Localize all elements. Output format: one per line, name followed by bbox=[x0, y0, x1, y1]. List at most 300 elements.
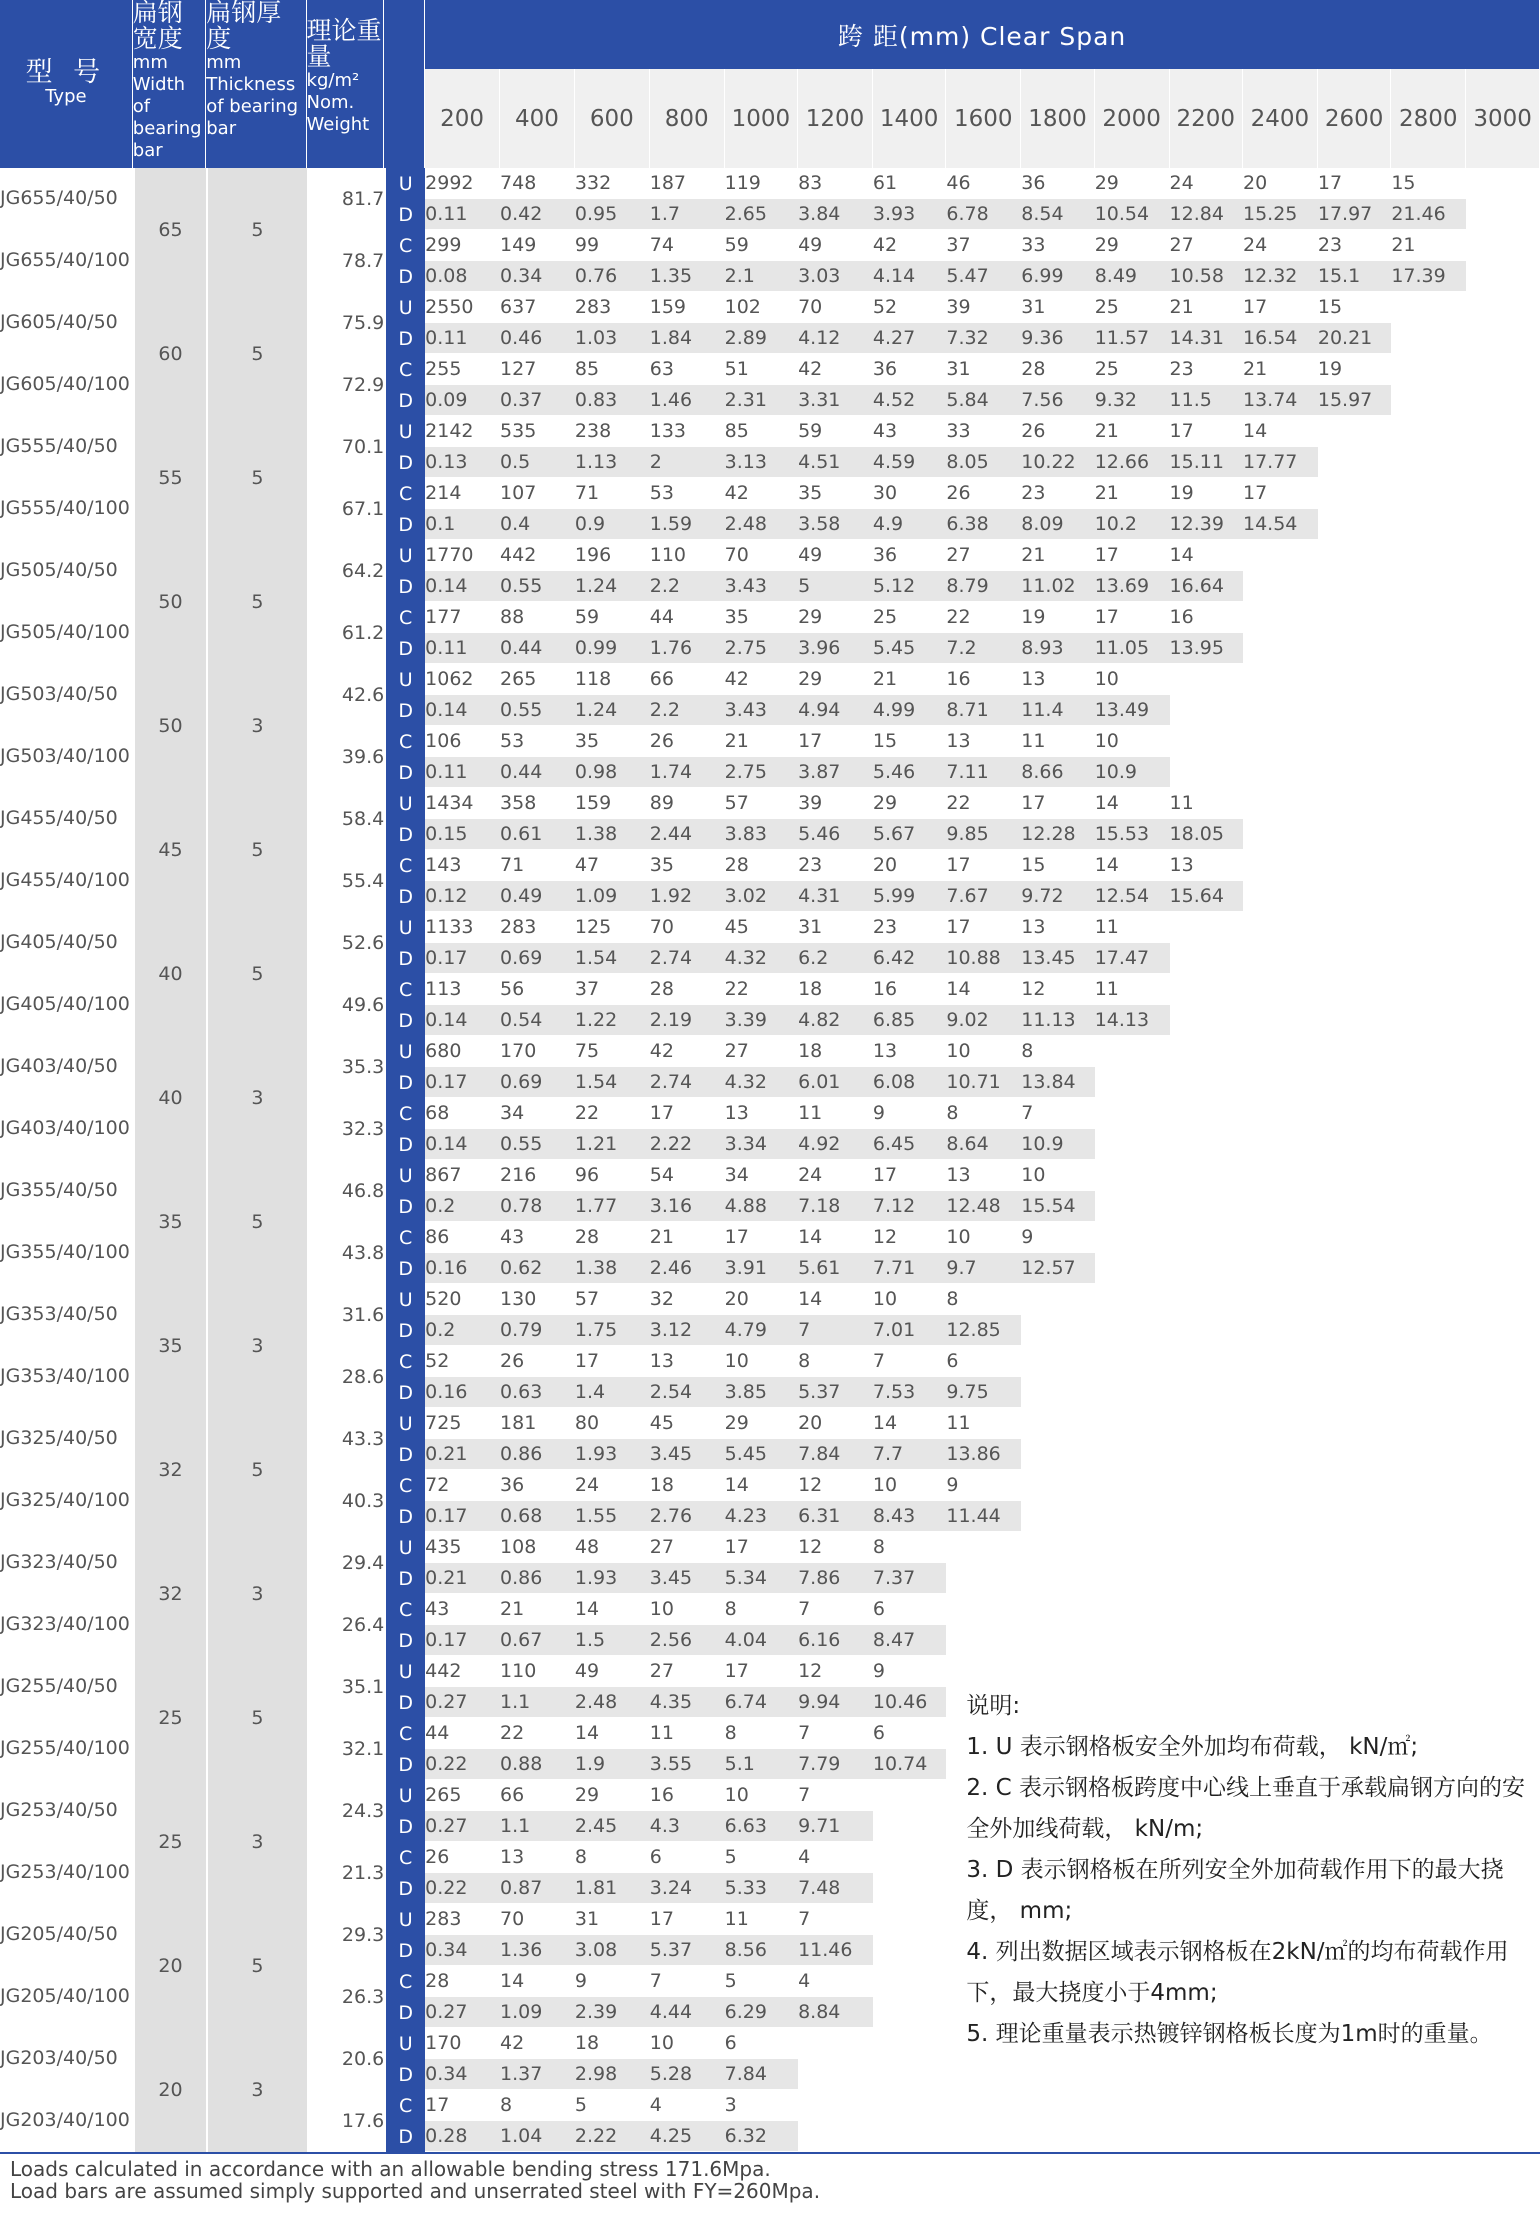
empty-cell bbox=[1466, 726, 1540, 757]
value-cell: 8.66 bbox=[1021, 757, 1094, 788]
empty-cell bbox=[873, 1842, 946, 1873]
value-cell: 3.45 bbox=[650, 1439, 725, 1470]
empty-cell bbox=[1170, 1439, 1243, 1470]
value-cell: 59 bbox=[725, 230, 798, 261]
value-cell: 8 bbox=[946, 1284, 1021, 1315]
empty-cell bbox=[1466, 633, 1540, 664]
empty-cell bbox=[1318, 478, 1391, 509]
row-label-d: D bbox=[384, 819, 425, 850]
value-cell: 5.37 bbox=[650, 1935, 725, 1966]
empty-cell bbox=[1391, 850, 1466, 881]
value-cell: 107 bbox=[500, 478, 575, 509]
value-cell: 53 bbox=[500, 726, 575, 757]
value-cell: 15.11 bbox=[1170, 447, 1243, 478]
empty-cell bbox=[1391, 1160, 1466, 1191]
value-cell: 8.79 bbox=[946, 571, 1021, 602]
value-cell: 36 bbox=[500, 1470, 575, 1501]
value-cell: 23 bbox=[873, 912, 946, 943]
empty-cell bbox=[1243, 1222, 1318, 1253]
value-cell: 238 bbox=[575, 416, 650, 447]
value-cell: 28 bbox=[725, 850, 798, 881]
empty-cell bbox=[798, 2090, 873, 2121]
empty-cell bbox=[1318, 1284, 1391, 1315]
value-cell: 6.29 bbox=[725, 1997, 798, 2028]
empty-cell bbox=[1243, 819, 1318, 850]
value-cell: 1.7 bbox=[650, 199, 725, 230]
value-cell: 48 bbox=[575, 1532, 650, 1563]
value-cell: 86 bbox=[425, 1222, 500, 1253]
value-cell: 0.62 bbox=[500, 1253, 575, 1284]
value-cell: 3.91 bbox=[725, 1253, 798, 1284]
value-cell: 5.47 bbox=[946, 261, 1021, 292]
value-cell: 11.57 bbox=[1095, 323, 1170, 354]
empty-cell bbox=[1021, 1439, 1094, 1470]
value-cell: 15.54 bbox=[1021, 1191, 1094, 1222]
row-label-c: C bbox=[384, 1346, 425, 1377]
value-cell: 2.48 bbox=[575, 1687, 650, 1718]
type-cell: JG555/40/50 bbox=[0, 416, 133, 478]
empty-cell bbox=[1391, 1036, 1466, 1067]
empty-cell bbox=[1243, 633, 1318, 664]
value-cell: 10 bbox=[873, 1284, 946, 1315]
value-cell: 15.53 bbox=[1095, 819, 1170, 850]
value-cell: 17 bbox=[1095, 540, 1170, 571]
row-label-c: C bbox=[384, 726, 425, 757]
value-cell: 85 bbox=[575, 354, 650, 385]
value-cell: 0.99 bbox=[575, 633, 650, 664]
footer-line-2: Load bars are assumed simply supported and unserrated steel with FY=260Mpa. bbox=[10, 2179, 821, 2203]
empty-cell bbox=[1170, 1377, 1243, 1408]
value-cell: 13.49 bbox=[1095, 695, 1170, 726]
value-cell: 5 bbox=[575, 2090, 650, 2121]
empty-cell bbox=[1170, 1222, 1243, 1253]
value-cell: 13 bbox=[1021, 912, 1094, 943]
empty-cell bbox=[1318, 726, 1391, 757]
thickness-header-en: mm Thickness of bearing bar bbox=[206, 52, 299, 139]
value-cell: 6.08 bbox=[873, 1067, 946, 1098]
value-cell: 2.31 bbox=[725, 385, 798, 416]
type-cell: JG505/40/100 bbox=[0, 602, 133, 664]
empty-cell bbox=[1318, 881, 1391, 912]
value-cell: 3.58 bbox=[798, 509, 873, 540]
value-cell: 299 bbox=[425, 230, 500, 261]
empty-cell bbox=[1095, 1253, 1170, 1284]
value-cell: 0.15 bbox=[425, 819, 500, 850]
row-label-d: D bbox=[384, 1563, 425, 1594]
span-header-cell: 2800 bbox=[1391, 69, 1466, 168]
empty-cell bbox=[1243, 1067, 1318, 1098]
row-label-d: D bbox=[384, 1997, 425, 2028]
empty-cell bbox=[1318, 1625, 1391, 1656]
value-cell: 8 bbox=[946, 1098, 1021, 1129]
value-cell: 2.65 bbox=[725, 199, 798, 230]
type-cell: JG455/40/100 bbox=[0, 850, 133, 912]
value-cell: 26 bbox=[1021, 416, 1094, 447]
empty-cell bbox=[1243, 1532, 1318, 1563]
value-cell: 47 bbox=[575, 850, 650, 881]
value-cell: 8.54 bbox=[1021, 199, 1094, 230]
width-cell: 35 bbox=[133, 1284, 206, 1408]
row-label-d: D bbox=[384, 447, 425, 478]
value-cell: 20 bbox=[873, 850, 946, 881]
empty-cell bbox=[1318, 1005, 1391, 1036]
value-cell: 31 bbox=[1021, 292, 1094, 323]
empty-cell bbox=[1391, 602, 1466, 633]
value-cell: 31 bbox=[575, 1904, 650, 1935]
empty-cell bbox=[1318, 447, 1391, 478]
value-cell: 1.92 bbox=[650, 881, 725, 912]
value-cell: 159 bbox=[575, 788, 650, 819]
value-cell: 442 bbox=[500, 540, 575, 571]
footer-notes bbox=[10, 2158, 820, 2202]
value-cell: 11.13 bbox=[1021, 1005, 1094, 1036]
value-cell: 102 bbox=[725, 292, 798, 323]
value-cell: 2.44 bbox=[650, 819, 725, 850]
empty-cell bbox=[1391, 292, 1466, 323]
value-cell: 13.69 bbox=[1095, 571, 1170, 602]
empty-cell bbox=[1391, 912, 1466, 943]
value-cell: 0.54 bbox=[500, 1005, 575, 1036]
notes-panel bbox=[946, 1656, 1540, 2152]
value-cell: 75 bbox=[575, 1036, 650, 1067]
value-cell: 10 bbox=[725, 1780, 798, 1811]
width-header-cn: 扁钢宽度 bbox=[132, 0, 183, 53]
value-cell: 8 bbox=[575, 1842, 650, 1873]
empty-cell bbox=[1318, 974, 1391, 1005]
empty-cell bbox=[1318, 819, 1391, 850]
value-cell: 4.12 bbox=[798, 323, 873, 354]
value-cell: 2.45 bbox=[575, 1811, 650, 1842]
value-cell: 16 bbox=[946, 664, 1021, 695]
empty-cell bbox=[1318, 664, 1391, 695]
value-cell: 15 bbox=[1021, 850, 1094, 881]
value-cell: 14 bbox=[798, 1284, 873, 1315]
empty-cell bbox=[1095, 1563, 1170, 1594]
type-cell: JG323/40/100 bbox=[0, 1594, 133, 1656]
value-cell: 8.49 bbox=[1095, 261, 1170, 292]
row-label-d: D bbox=[384, 1625, 425, 1656]
row-label-d: D bbox=[384, 1935, 425, 1966]
value-cell: 11 bbox=[798, 1098, 873, 1129]
empty-cell bbox=[1170, 1625, 1243, 1656]
width-cell: 20 bbox=[133, 2028, 206, 2152]
empty-cell bbox=[1318, 1408, 1391, 1439]
value-cell: 10 bbox=[650, 1594, 725, 1625]
empty-cell bbox=[1021, 1501, 1094, 1532]
value-cell: 0.44 bbox=[500, 633, 575, 664]
value-cell: 5.1 bbox=[725, 1749, 798, 1780]
value-cell: 4.35 bbox=[650, 1687, 725, 1718]
empty-cell bbox=[798, 2028, 873, 2059]
value-cell: 1.03 bbox=[575, 323, 650, 354]
value-cell: 3.43 bbox=[725, 695, 798, 726]
empty-cell bbox=[1466, 1191, 1540, 1222]
empty-cell bbox=[1095, 1532, 1170, 1563]
value-cell: 14 bbox=[575, 1718, 650, 1749]
value-cell: 0.87 bbox=[500, 1873, 575, 1904]
value-cell: 7.32 bbox=[946, 323, 1021, 354]
empty-cell bbox=[1318, 633, 1391, 664]
empty-cell bbox=[1170, 726, 1243, 757]
empty-cell bbox=[1466, 323, 1540, 354]
value-cell: 5 bbox=[798, 571, 873, 602]
type-cell: JG325/40/50 bbox=[0, 1408, 133, 1470]
value-cell: 0.1 bbox=[425, 509, 500, 540]
value-cell: 2.48 bbox=[725, 509, 798, 540]
value-cell: 0.16 bbox=[425, 1253, 500, 1284]
value-cell: 21.46 bbox=[1391, 199, 1466, 230]
value-cell: 4.32 bbox=[725, 1067, 798, 1098]
value-cell: 7.12 bbox=[873, 1191, 946, 1222]
value-cell: 72 bbox=[425, 1470, 500, 1501]
value-cell: 1.93 bbox=[575, 1563, 650, 1594]
value-cell: 0.27 bbox=[425, 1997, 500, 2028]
value-cell: 3.45 bbox=[650, 1563, 725, 1594]
label-header bbox=[384, 0, 425, 168]
value-cell: 16 bbox=[650, 1780, 725, 1811]
empty-cell bbox=[1170, 1036, 1243, 1067]
row-label-d: D bbox=[384, 1315, 425, 1346]
empty-cell bbox=[873, 2121, 946, 2152]
value-cell: 13 bbox=[500, 1842, 575, 1873]
thickness-cell: 3 bbox=[206, 1780, 306, 1904]
thickness-cell: 5 bbox=[206, 1408, 306, 1532]
value-cell: 5 bbox=[725, 1842, 798, 1873]
empty-cell bbox=[1318, 1222, 1391, 1253]
empty-cell bbox=[1391, 1377, 1466, 1408]
weight-cell: 26.4 bbox=[307, 1594, 385, 1656]
empty-cell bbox=[1170, 695, 1243, 726]
type-cell: JG605/40/100 bbox=[0, 354, 133, 416]
value-cell: 56 bbox=[500, 974, 575, 1005]
value-cell: 2.74 bbox=[650, 943, 725, 974]
empty-cell bbox=[1466, 199, 1540, 230]
value-cell: 3.03 bbox=[798, 261, 873, 292]
type-cell: JG355/40/100 bbox=[0, 1222, 133, 1284]
value-cell: 13 bbox=[873, 1036, 946, 1067]
row-label-c: C bbox=[384, 1718, 425, 1749]
empty-cell bbox=[1170, 1253, 1243, 1284]
value-cell: 7 bbox=[798, 1315, 873, 1346]
value-cell: 1.24 bbox=[575, 571, 650, 602]
empty-cell bbox=[1318, 1532, 1391, 1563]
value-cell: 12 bbox=[1021, 974, 1094, 1005]
width-cell: 35 bbox=[133, 1160, 206, 1284]
value-cell: 4.3 bbox=[650, 1811, 725, 1842]
value-cell: 4.27 bbox=[873, 323, 946, 354]
empty-cell bbox=[1466, 974, 1540, 1005]
value-cell: 29 bbox=[798, 664, 873, 695]
value-cell: 177 bbox=[425, 602, 500, 633]
width-cell: 60 bbox=[133, 292, 206, 416]
type-header bbox=[0, 0, 133, 168]
value-cell: 0.28 bbox=[425, 2121, 500, 2152]
empty-cell bbox=[1318, 943, 1391, 974]
empty-cell bbox=[1170, 664, 1243, 695]
value-cell: 1.1 bbox=[500, 1687, 575, 1718]
value-cell: 99 bbox=[575, 230, 650, 261]
row-label-d: D bbox=[384, 385, 425, 416]
empty-cell bbox=[1466, 1036, 1540, 1067]
value-cell: 1.81 bbox=[575, 1873, 650, 1904]
value-cell: 14 bbox=[1095, 850, 1170, 881]
value-cell: 18 bbox=[575, 2028, 650, 2059]
value-cell: 10.54 bbox=[1095, 199, 1170, 230]
empty-cell bbox=[1466, 230, 1540, 261]
value-cell: 1.09 bbox=[500, 1997, 575, 2028]
row-label-c: C bbox=[384, 1098, 425, 1129]
type-cell: JG555/40/100 bbox=[0, 478, 133, 540]
empty-cell bbox=[1391, 540, 1466, 571]
empty-cell bbox=[1095, 1222, 1170, 1253]
row-label-c: C bbox=[384, 2090, 425, 2121]
value-cell: 119 bbox=[725, 168, 798, 199]
value-cell: 3.43 bbox=[725, 571, 798, 602]
value-cell: 0.68 bbox=[500, 1501, 575, 1532]
empty-cell bbox=[1466, 416, 1540, 447]
value-cell: 11.5 bbox=[1170, 385, 1243, 416]
value-cell: 2.39 bbox=[575, 1997, 650, 2028]
empty-cell bbox=[1170, 1067, 1243, 1098]
value-cell: 265 bbox=[500, 664, 575, 695]
empty-cell bbox=[1095, 1098, 1170, 1129]
empty-cell bbox=[1466, 540, 1540, 571]
value-cell: 1.38 bbox=[575, 819, 650, 850]
value-cell: 88 bbox=[500, 602, 575, 633]
empty-cell bbox=[1466, 757, 1540, 788]
value-cell: 6.32 bbox=[725, 2121, 798, 2152]
value-cell: 14 bbox=[798, 1222, 873, 1253]
value-cell: 26 bbox=[500, 1346, 575, 1377]
value-cell: 34 bbox=[500, 1098, 575, 1129]
value-cell: 0.88 bbox=[500, 1749, 575, 1780]
value-cell: 21 bbox=[500, 1594, 575, 1625]
width-cell: 32 bbox=[133, 1408, 206, 1532]
empty-cell bbox=[1391, 1315, 1466, 1346]
width-cell: 40 bbox=[133, 1036, 206, 1160]
value-cell: 22 bbox=[725, 974, 798, 1005]
value-cell: 7 bbox=[873, 1346, 946, 1377]
value-cell: 6 bbox=[650, 1842, 725, 1873]
value-cell: 33 bbox=[1021, 230, 1094, 261]
empty-cell bbox=[1170, 912, 1243, 943]
empty-cell bbox=[1318, 1501, 1391, 1532]
empty-cell bbox=[1466, 1160, 1540, 1191]
empty-cell bbox=[1466, 478, 1540, 509]
value-cell: 17 bbox=[725, 1656, 798, 1687]
type-header-cn: 型 号 bbox=[25, 57, 107, 88]
weight-cell: 58.4 bbox=[307, 788, 385, 850]
value-cell: 520 bbox=[425, 1284, 500, 1315]
empty-cell bbox=[1318, 1563, 1391, 1594]
value-cell: 4.82 bbox=[798, 1005, 873, 1036]
value-cell: 57 bbox=[725, 788, 798, 819]
value-cell: 17.39 bbox=[1391, 261, 1466, 292]
value-cell: 63 bbox=[650, 354, 725, 385]
row-label-c: C bbox=[384, 602, 425, 633]
value-cell: 6.2 bbox=[798, 943, 873, 974]
value-cell: 2.76 bbox=[650, 1501, 725, 1532]
thickness-header bbox=[206, 0, 306, 168]
value-cell: 66 bbox=[650, 664, 725, 695]
empty-cell bbox=[1466, 385, 1540, 416]
value-cell: 216 bbox=[500, 1160, 575, 1191]
empty-cell bbox=[1318, 602, 1391, 633]
row-label-d: D bbox=[384, 633, 425, 664]
width-cell: 20 bbox=[133, 1904, 206, 2028]
table-row bbox=[0, 1160, 1540, 1191]
value-cell: 17 bbox=[575, 1346, 650, 1377]
value-cell: 2 bbox=[650, 447, 725, 478]
type-cell: JG323/40/50 bbox=[0, 1532, 133, 1594]
row-label-d: D bbox=[384, 1005, 425, 1036]
value-cell: 66 bbox=[500, 1780, 575, 1811]
empty-cell bbox=[1391, 1222, 1466, 1253]
empty-cell bbox=[1466, 695, 1540, 726]
value-cell: 9 bbox=[575, 1966, 650, 1997]
value-cell: 14 bbox=[1243, 416, 1318, 447]
value-cell: 1.54 bbox=[575, 1067, 650, 1098]
row-label-d: D bbox=[384, 1439, 425, 1470]
value-cell: 8 bbox=[873, 1532, 946, 1563]
value-cell: 26 bbox=[650, 726, 725, 757]
row-label-u: U bbox=[384, 168, 425, 199]
value-cell: 25 bbox=[1095, 354, 1170, 385]
value-cell: 49 bbox=[798, 230, 873, 261]
value-cell: 29 bbox=[575, 1780, 650, 1811]
table-row bbox=[0, 292, 1540, 323]
row-label-c: C bbox=[384, 1842, 425, 1873]
span-header-cell: 3000 bbox=[1466, 69, 1540, 168]
empty-cell bbox=[1466, 1253, 1540, 1284]
value-cell: 14.13 bbox=[1095, 1005, 1170, 1036]
span-header-cell: 1400 bbox=[873, 69, 946, 168]
value-cell: 80 bbox=[575, 1408, 650, 1439]
value-cell: 0.2 bbox=[425, 1191, 500, 1222]
value-cell: 4.44 bbox=[650, 1997, 725, 2028]
table-row bbox=[0, 912, 1540, 943]
value-cell: 7.18 bbox=[798, 1191, 873, 1222]
row-label-c: C bbox=[384, 1594, 425, 1625]
value-cell: 30 bbox=[873, 478, 946, 509]
value-cell: 0.61 bbox=[500, 819, 575, 850]
value-cell: 11.05 bbox=[1095, 633, 1170, 664]
value-cell: 19 bbox=[1021, 602, 1094, 633]
type-cell: JG405/40/100 bbox=[0, 974, 133, 1036]
empty-cell bbox=[1095, 1284, 1170, 1315]
empty-cell bbox=[1170, 1129, 1243, 1160]
width-cell: 65 bbox=[133, 168, 206, 292]
value-cell: 20.21 bbox=[1318, 323, 1391, 354]
value-cell: 8 bbox=[798, 1346, 873, 1377]
value-cell: 867 bbox=[425, 1160, 500, 1191]
value-cell: 0.17 bbox=[425, 943, 500, 974]
value-cell: 7 bbox=[1021, 1098, 1094, 1129]
empty-cell bbox=[1095, 1377, 1170, 1408]
empty-cell bbox=[1391, 664, 1466, 695]
value-cell: 37 bbox=[575, 974, 650, 1005]
value-cell: 7.67 bbox=[946, 881, 1021, 912]
notes-item: 2. C 表示钢格板跨度中心线上垂直于承载扁钢方向的安全外加线荷载， kN/m; bbox=[966, 1775, 1526, 1842]
value-cell: 37 bbox=[946, 230, 1021, 261]
empty-cell bbox=[1466, 292, 1540, 323]
value-cell: 0.14 bbox=[425, 1129, 500, 1160]
type-cell: JG255/40/50 bbox=[0, 1656, 133, 1718]
value-cell: 8 bbox=[725, 1594, 798, 1625]
empty-cell bbox=[1021, 1284, 1094, 1315]
value-cell: 49 bbox=[575, 1656, 650, 1687]
value-cell: 10 bbox=[873, 1470, 946, 1501]
